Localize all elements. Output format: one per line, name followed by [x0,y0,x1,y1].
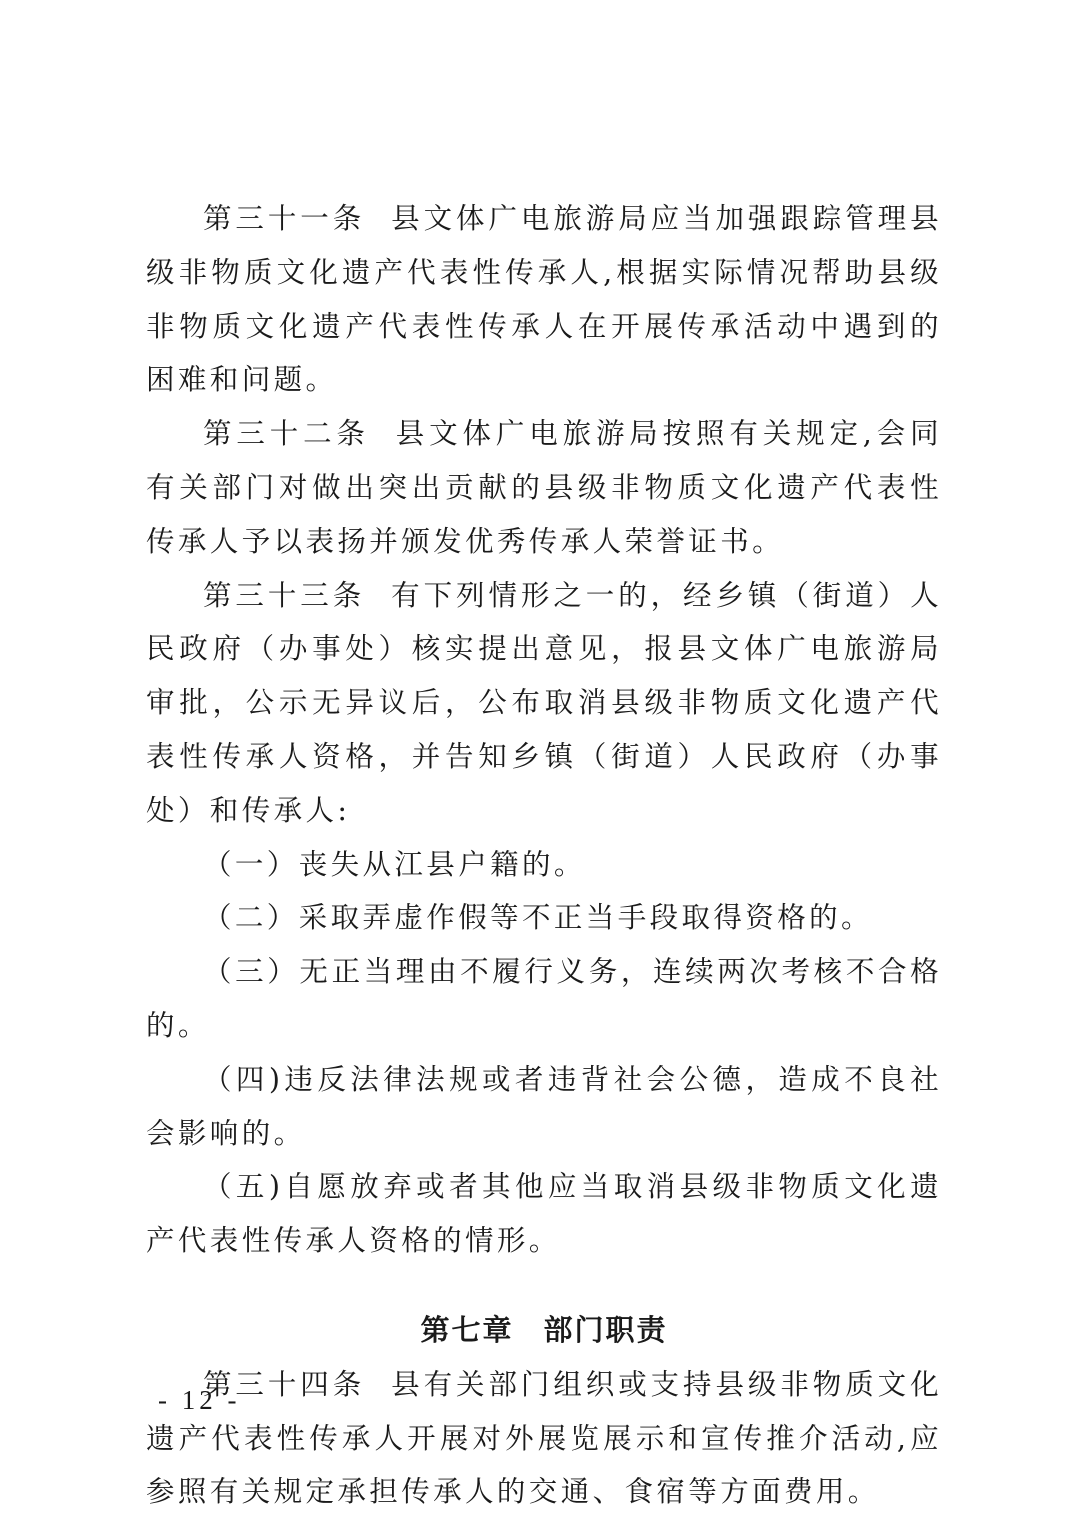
page-number: - 12 - [158,1385,241,1415]
article-number: 第三十一条 [203,202,366,235]
article-31 [146,192,942,407]
article-text: 有下列情形之一的，经乡镇（街道）人民政府（办事处）核实提出意见，报县文体广电旅游局审批，公示无异议后，公布取消县级非物质文化遗产代表性传承人资格，并告知乡镇（街道）人民政府（办事处）和传承人: [146,578,942,827]
page-body [146,192,942,1519]
chapter-title: 部门职责 [543,1312,668,1347]
article-33 [146,569,942,838]
list-item-1: （一）丧失从江县户籍的。 [203,847,586,881]
article-number: 第三十二条 [203,417,370,451]
list-item-2: （二）采取弄虚作假等不正当手段取得资格的。 [203,901,873,935]
list-item-4: （四)违反法律法规或者违背社会公德，造成不良社会影响的。 [146,1062,942,1150]
article-32 [146,407,942,568]
article-34 [146,1358,942,1519]
article-number: 第三十三条 [203,578,366,612]
article-text: 县文体广电旅游局应当加强跟踪管理县级非物质文化遗产代表性传承人,根据实际情况帮助县级非物质文化遗产代表性传承人在开展传承活动中遇到的困难和问题。 [146,202,942,397]
article-text: 县有关部门组织或支持县级非物质文化遗产代表性传承人开展对外展览展示和宣传推介活动,应参照有关规定承担传承人的交通、食宿等方面费用。 [146,1367,942,1509]
list-item-5: （五)自愿放弃或者其他应当取消县级非物质文化遗产代表性传承人资格的情形。 [146,1170,942,1258]
article-number: 第三十四条 [203,1367,366,1401]
list-item-3: （三）无正当理由不履行义务，连续两次考核不合格的。 [146,955,942,1042]
chapter-heading [146,1268,942,1358]
chapter-number: 第七章 [420,1312,514,1347]
article-text: 县文体广电旅游局按照有关规定,会同有关部门对做出突出贡献的县级非物质文化遗产代表性传承人予以表扬并颁发优秀传承人荣誉证书。 [146,417,942,558]
